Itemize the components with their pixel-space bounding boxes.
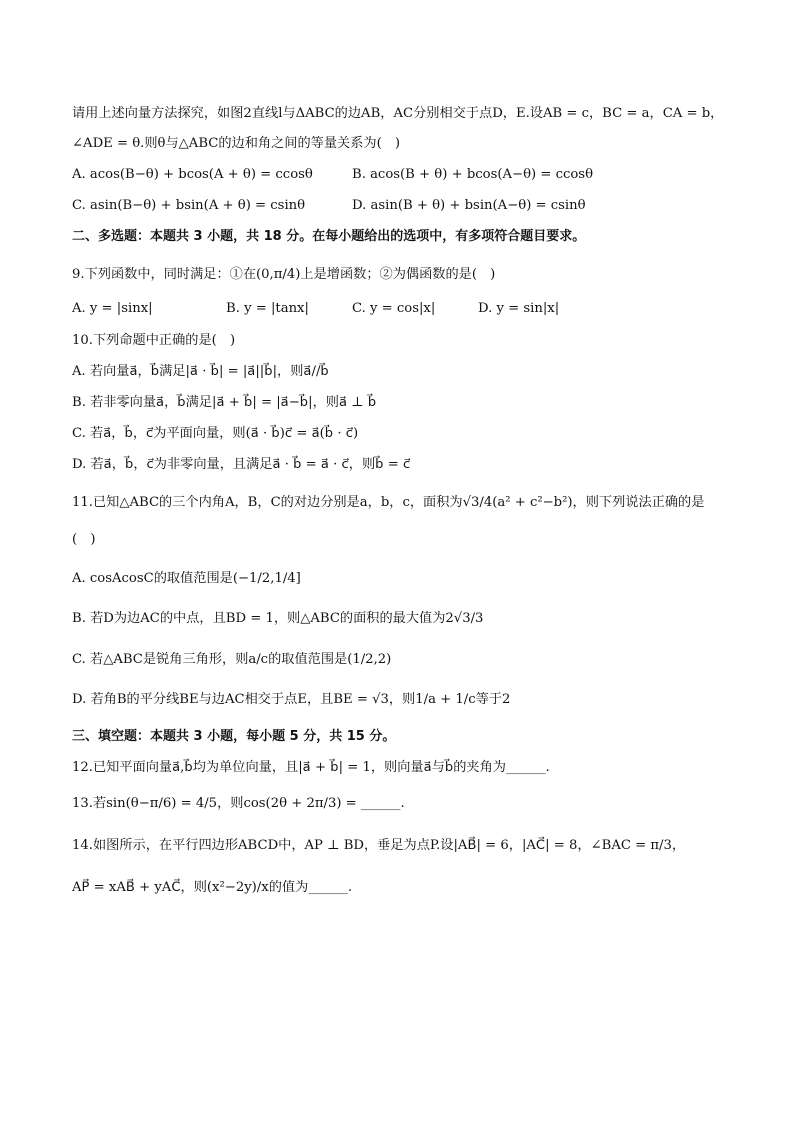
q10-stem: 10.下列命题中正确的是( )	[72, 333, 236, 348]
q10-option-d: D. 若a⃗，b⃗，c⃗为非零向量，且满足a⃗ · b⃗ = a⃗ · c⃗，则b⃗ = c⃗	[72, 457, 411, 472]
q8-option-c: C. asin(B−θ) + bsin(A + θ) = csinθ	[72, 198, 306, 213]
q9-option-d: D. y = sin|x|	[478, 301, 560, 316]
q10-option-a: A. 若向量a⃗，b⃗满足|a⃗ · b⃗| = |a⃗||b⃗|，则a⃗//b⃗	[72, 364, 329, 379]
q14-line1: 14.如图所示，在平行四边形ABCD中，AP ⊥ BD，垂足为点P.设|AB⃗| = 6，|AC⃗| = 8，∠BAC = π/3，	[72, 838, 686, 853]
section-3-heading: 三、填空题：本题共 3 小题，每小题 5 分，共 15 分。	[72, 729, 396, 744]
q12: 12.已知平面向量a⃗,b⃗均为单位向量，且|a⃗ + b⃗| = 1，则向量a⃗与b⃗的夹角为______.	[72, 760, 550, 775]
q9-stem: 9.下列函数中，同时满足：①在(0,π/4)上是增函数；②为偶函数的是( )	[72, 267, 496, 282]
q11-option-c: C. 若△ABC是锐角三角形，则a/c的取值范围是(1/2,2)	[72, 652, 392, 667]
q9-option-a: A. y = |sinx|	[72, 301, 153, 316]
q8-stem-line1: 请用上述向量方法探究，如图2直线l与ΔABC的边AB，AC分别相交于点D，E.设AB = c，BC = a，CA = b，	[72, 106, 724, 121]
q14-line2: AP⃗ = xAB⃗ + yAC⃗，则(x²−2y)/x的值为______.	[72, 880, 353, 895]
q11-option-b: B. 若D为边AC的中点，且BD = 1，则△ABC的面积的最大值为2√3/3	[72, 611, 484, 626]
q10-option-c: C. 若a⃗，b⃗，c⃗为平面向量，则(a⃗ · b⃗)c⃗ = a⃗(b⃗ · c⃗)	[72, 426, 359, 441]
q8-stem-line2: ∠ADE = θ.则θ与△ABC的边和角之间的等量关系为( )	[72, 136, 401, 151]
q13: 13.若sin(θ−π/6) = 4/5，则cos(2θ + 2π/3) = ______.	[72, 796, 405, 811]
q9-option-c: C. y = cos|x|	[352, 301, 436, 316]
q11-option-d: D. 若角B的平分线BE与边AC相交于点E，且BE = √3，则1/a + 1/c等于2	[72, 692, 511, 707]
q11-stem: 11.已知△ABC的三个内角A，B，C的对边分别是a，b，c，面积为√3/4(a² + c²−b²)，则下列说法正确的是	[72, 495, 705, 510]
q9-option-b: B. y = |tanx|	[226, 301, 309, 316]
q8-option-a: A. acos(B−θ) + bcos(A + θ) = ccosθ	[72, 167, 313, 182]
q11-option-a: A. cosAcosC的取值范围是(−1/2,1/4]	[72, 571, 301, 586]
q10-option-b: B. 若非零向量a⃗，b⃗满足|a⃗ + b⃗| = |a⃗−b⃗|，则a⃗ ⊥ b⃗	[72, 395, 377, 410]
q8-option-b: B. acos(B + θ) + bcos(A−θ) = ccosθ	[352, 167, 594, 182]
q8-option-d: D. asin(B + θ) + bsin(A−θ) = csinθ	[352, 198, 586, 213]
q11-stem-tail: ( )	[72, 532, 96, 547]
section-2-heading: 二、多选题：本题共 3 小题，共 18 分。在每小题给出的选项中，有多项符合题目要求。	[72, 229, 586, 244]
